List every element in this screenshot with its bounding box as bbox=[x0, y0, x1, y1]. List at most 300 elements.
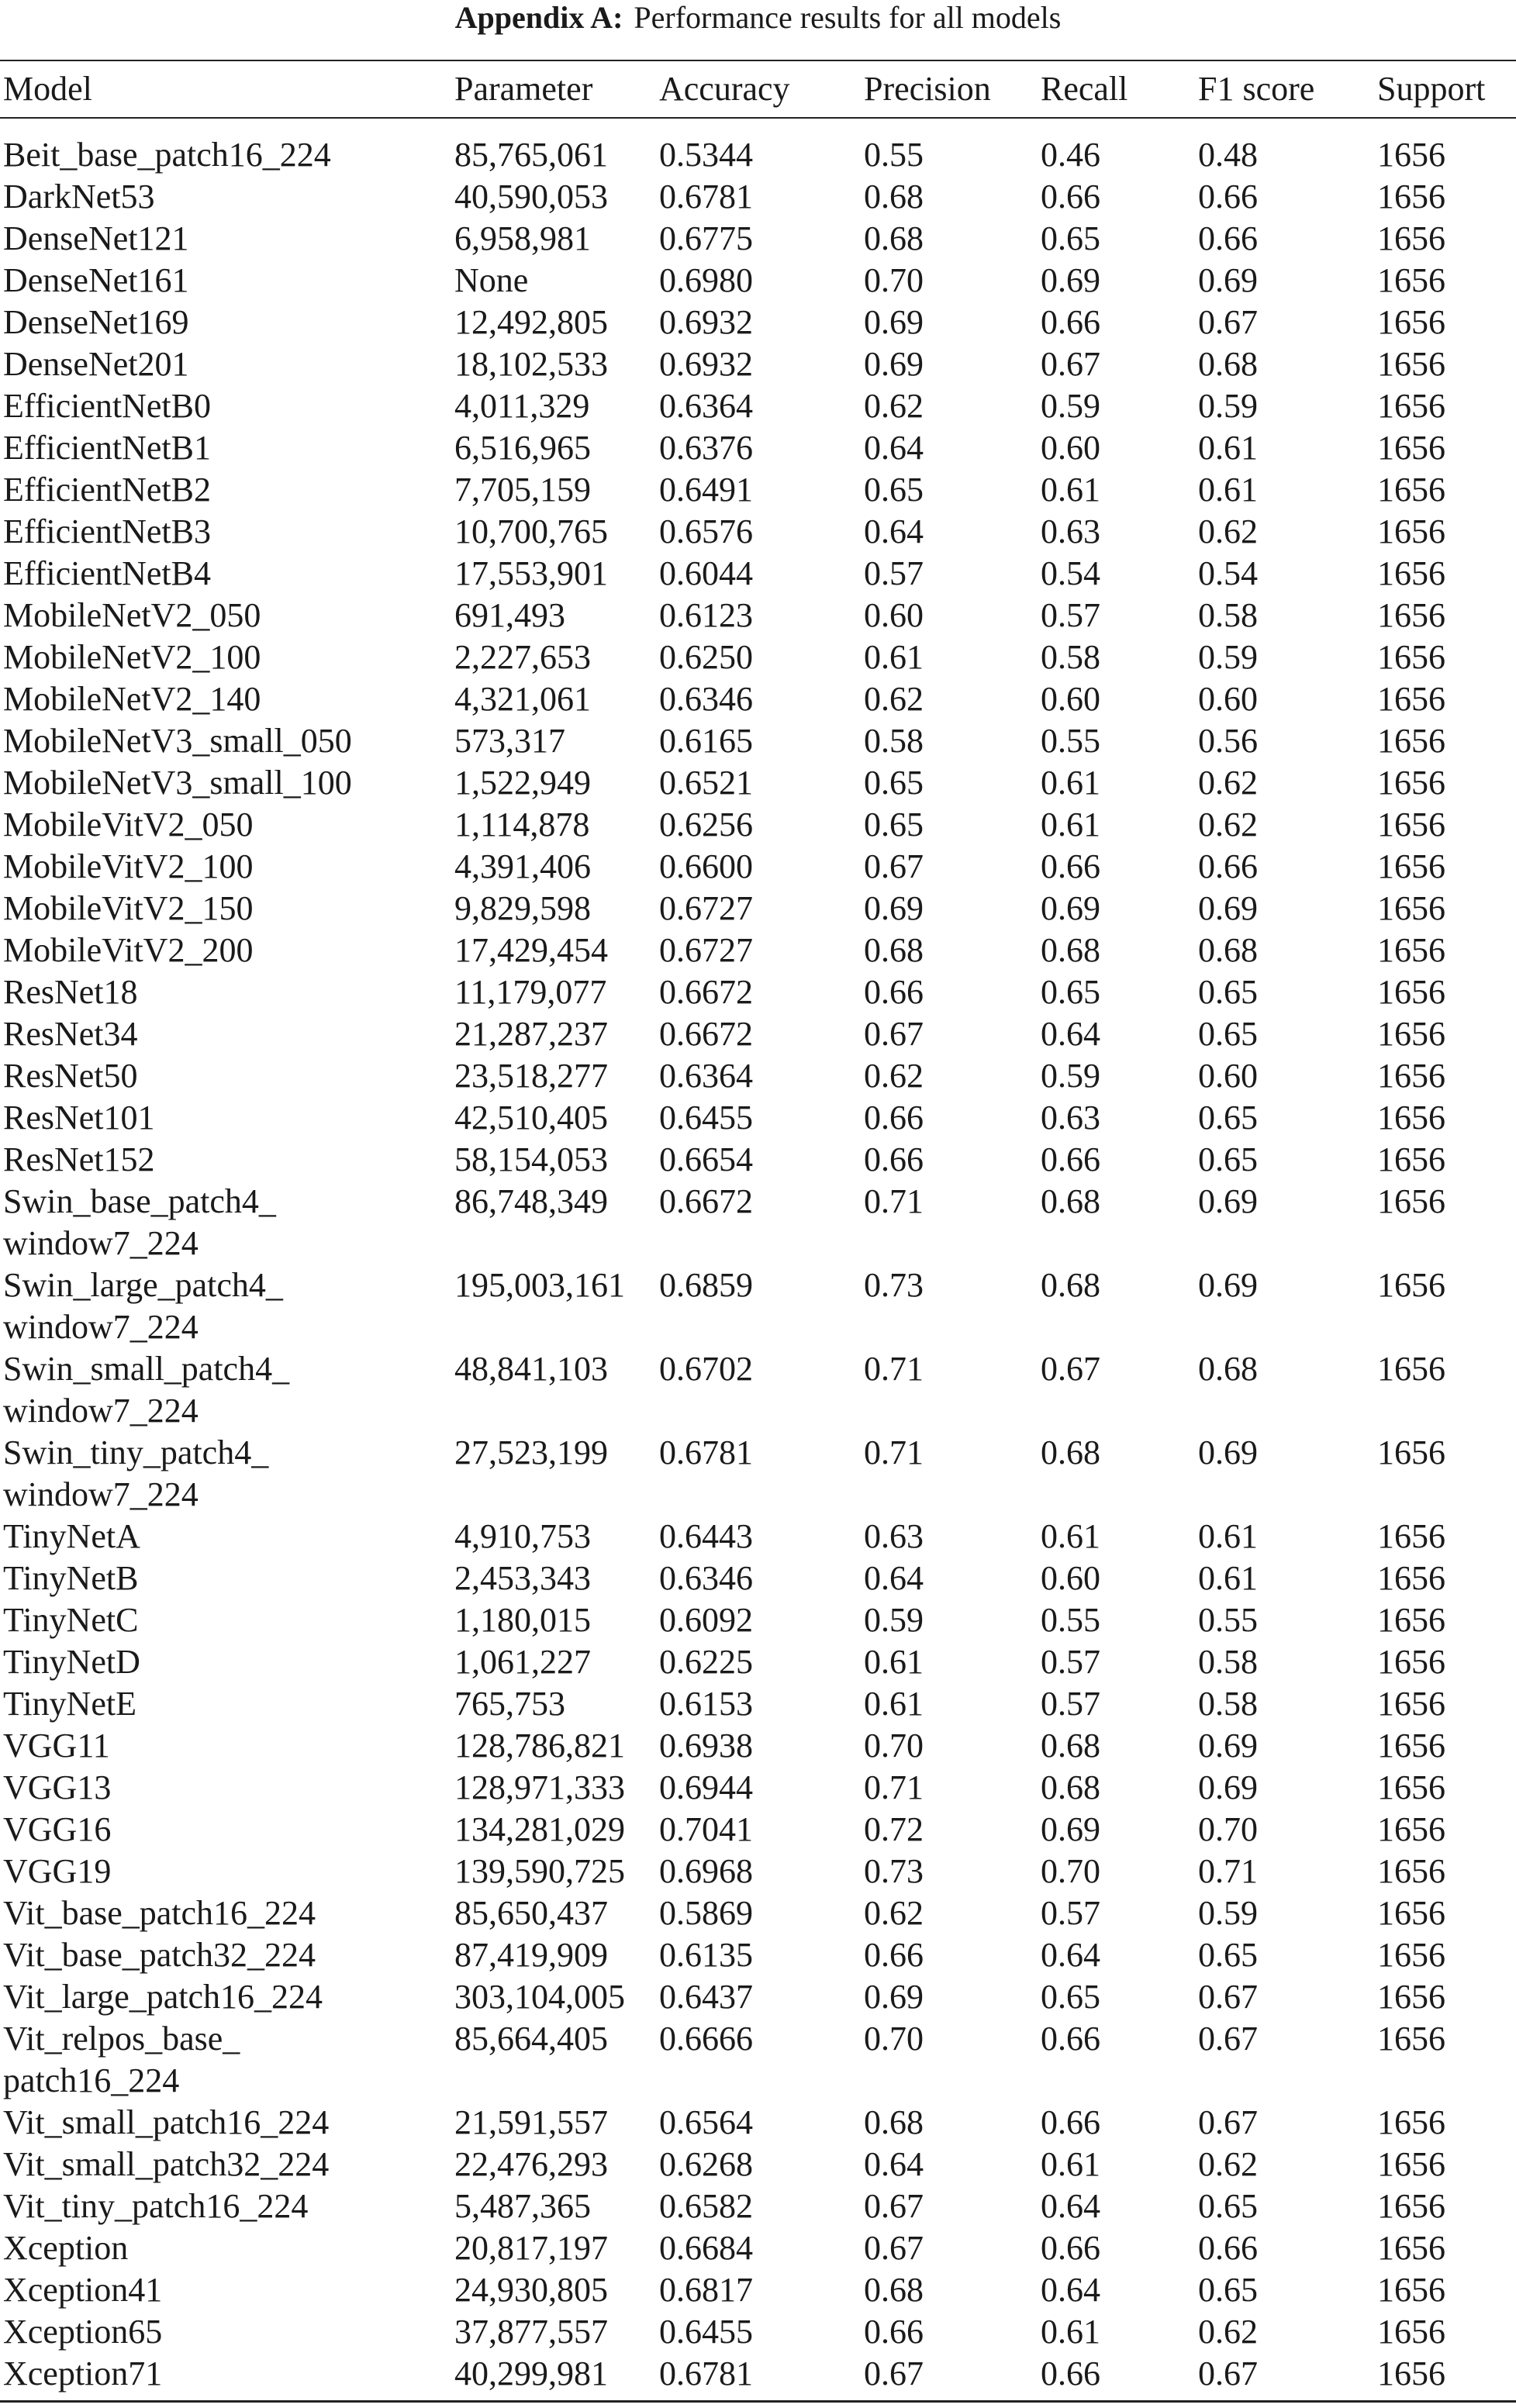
cell-accuracy: 0.6437 bbox=[659, 1978, 753, 2016]
cell-support: 1656 bbox=[1377, 1182, 1445, 1220]
cell-f1-score: 0.69 bbox=[1198, 1266, 1258, 1304]
cell-model: Swin_base_patch4_ window7_224 bbox=[3, 1182, 276, 1262]
cell-parameter: 4,011,329 bbox=[454, 387, 590, 425]
cell-model: ResNet152 bbox=[3, 1140, 155, 1178]
cell-parameter: 2,227,653 bbox=[454, 638, 591, 676]
cell-recall: 0.70 bbox=[1041, 1852, 1100, 1890]
cell-precision: 0.69 bbox=[864, 303, 924, 341]
cell-accuracy: 0.6859 bbox=[659, 1266, 753, 1304]
table-row bbox=[0, 804, 1516, 846]
cell-parameter: 40,299,981 bbox=[454, 2355, 608, 2392]
cell-parameter: 2,453,343 bbox=[454, 1559, 591, 1597]
cell-model: DenseNet161 bbox=[3, 261, 189, 299]
cell-precision: 0.62 bbox=[864, 1057, 924, 1095]
cell-accuracy: 0.6256 bbox=[659, 806, 753, 843]
cell-parameter: 6,958,981 bbox=[454, 219, 591, 257]
cell-recall: 0.63 bbox=[1041, 512, 1100, 550]
table-row bbox=[0, 1767, 1516, 1809]
caption-label: Appendix A: bbox=[454, 0, 623, 35]
cell-precision: 0.59 bbox=[864, 1601, 924, 1639]
cell-f1-score: 0.67 bbox=[1198, 303, 1258, 341]
cell-support: 1656 bbox=[1377, 2145, 1445, 2183]
cell-support: 1656 bbox=[1377, 1099, 1445, 1137]
cell-precision: 0.68 bbox=[864, 2103, 924, 2141]
cell-f1-score: 0.62 bbox=[1198, 806, 1258, 843]
table-row bbox=[0, 1641, 1516, 1683]
cell-support: 1656 bbox=[1377, 931, 1445, 969]
cell-parameter: 10,700,765 bbox=[454, 512, 608, 550]
cell-model: ResNet34 bbox=[3, 1015, 138, 1053]
table-row bbox=[0, 218, 1516, 260]
cell-model: DenseNet201 bbox=[3, 345, 189, 383]
cell-precision: 0.65 bbox=[864, 764, 924, 802]
cell-f1-score: 0.68 bbox=[1198, 345, 1258, 383]
cell-parameter: 12,492,805 bbox=[454, 303, 608, 341]
table-row bbox=[0, 636, 1516, 678]
table-row bbox=[0, 2185, 1516, 2227]
cell-support: 1656 bbox=[1377, 429, 1445, 467]
cell-precision: 0.67 bbox=[864, 1015, 924, 1053]
cell-model: EfficientNetB1 bbox=[3, 429, 211, 467]
cell-parameter: 23,518,277 bbox=[454, 1057, 608, 1095]
cell-parameter: 5,487,365 bbox=[454, 2187, 591, 2225]
table-row bbox=[0, 260, 1516, 302]
cell-parameter: 195,003,161 bbox=[454, 1266, 625, 1304]
cell-accuracy: 0.6123 bbox=[659, 596, 753, 634]
cell-model: Vit_small_patch32_224 bbox=[3, 2145, 330, 2183]
cell-support: 1656 bbox=[1377, 1266, 1445, 1304]
cell-accuracy: 0.6672 bbox=[659, 973, 753, 1011]
cell-parameter: 4,321,061 bbox=[454, 680, 591, 718]
cell-recall: 0.66 bbox=[1041, 2355, 1100, 2392]
cell-recall: 0.55 bbox=[1041, 722, 1100, 760]
cell-model: ResNet50 bbox=[3, 1057, 138, 1095]
cell-model: DenseNet121 bbox=[3, 219, 189, 257]
cell-recall: 0.66 bbox=[1041, 303, 1100, 341]
cell-precision: 0.66 bbox=[864, 1140, 924, 1178]
cell-accuracy: 0.6153 bbox=[659, 1685, 753, 1723]
cell-f1-score: 0.65 bbox=[1198, 1099, 1258, 1137]
cell-model: VGG11 bbox=[3, 1727, 110, 1765]
cell-precision: 0.62 bbox=[864, 1894, 924, 1932]
cell-model: MobileNetV2_140 bbox=[3, 680, 261, 718]
cell-recall: 0.61 bbox=[1041, 764, 1100, 802]
cell-parameter: 27,523,199 bbox=[454, 1433, 608, 1471]
cell-accuracy: 0.6672 bbox=[659, 1015, 753, 1053]
cell-support: 1656 bbox=[1377, 1015, 1445, 1053]
table-row bbox=[0, 1892, 1516, 1934]
cell-model: EfficientNetB2 bbox=[3, 471, 211, 509]
table-row bbox=[0, 1139, 1516, 1181]
cell-parameter: 303,104,005 bbox=[454, 1978, 625, 2016]
cell-support: 1656 bbox=[1377, 2187, 1445, 2225]
table-row bbox=[0, 176, 1516, 218]
table-row bbox=[0, 2227, 1516, 2269]
cell-support: 1656 bbox=[1377, 2271, 1445, 2309]
cell-f1-score: 0.69 bbox=[1198, 1182, 1258, 1220]
table-row bbox=[0, 134, 1516, 176]
cell-f1-score: 0.70 bbox=[1198, 1810, 1258, 1848]
cell-accuracy: 0.6250 bbox=[659, 638, 753, 676]
cell-model: Xception71 bbox=[3, 2355, 163, 2392]
table-row bbox=[0, 1558, 1516, 1599]
cell-precision: 0.71 bbox=[864, 1768, 924, 1806]
cell-precision: 0.64 bbox=[864, 429, 924, 467]
table-row bbox=[0, 1432, 1516, 1516]
cell-support: 1656 bbox=[1377, 973, 1445, 1011]
cell-model: MobileVitV2_100 bbox=[3, 847, 254, 885]
cell-model: TinyNetD bbox=[3, 1643, 140, 1681]
cell-accuracy: 0.6654 bbox=[659, 1140, 753, 1178]
cell-model: EfficientNetB3 bbox=[3, 512, 211, 550]
cell-support: 1656 bbox=[1377, 638, 1445, 676]
cell-parameter: 128,786,821 bbox=[454, 1727, 625, 1765]
cell-support: 1656 bbox=[1377, 1894, 1445, 1932]
table-row bbox=[0, 846, 1516, 888]
cell-recall: 0.67 bbox=[1041, 1350, 1100, 1388]
cell-support: 1656 bbox=[1377, 219, 1445, 257]
cell-recall: 0.61 bbox=[1041, 2145, 1100, 2183]
cell-f1-score: 0.65 bbox=[1198, 973, 1258, 1011]
cell-precision: 0.73 bbox=[864, 1852, 924, 1890]
cell-parameter: 21,591,557 bbox=[454, 2103, 608, 2141]
cell-recall: 0.63 bbox=[1041, 1099, 1100, 1137]
cell-recall: 0.68 bbox=[1041, 1768, 1100, 1806]
cell-recall: 0.64 bbox=[1041, 1936, 1100, 1974]
cell-f1-score: 0.69 bbox=[1198, 1433, 1258, 1471]
cell-parameter: 58,154,053 bbox=[454, 1140, 608, 1178]
cell-support: 1656 bbox=[1377, 512, 1445, 550]
cell-parameter: 4,910,753 bbox=[454, 1517, 591, 1555]
cell-parameter: 86,748,349 bbox=[454, 1182, 608, 1220]
cell-parameter: 85,664,405 bbox=[454, 2020, 608, 2058]
cell-accuracy: 0.6092 bbox=[659, 1601, 753, 1639]
cell-recall: 0.57 bbox=[1041, 1894, 1100, 1932]
cell-model: TinyNetB bbox=[3, 1559, 139, 1597]
cell-recall: 0.61 bbox=[1041, 806, 1100, 843]
cell-recall: 0.60 bbox=[1041, 1559, 1100, 1597]
cell-support: 1656 bbox=[1377, 1978, 1445, 2016]
table-row bbox=[0, 1599, 1516, 1641]
cell-f1-score: 0.59 bbox=[1198, 387, 1258, 425]
cell-f1-score: 0.61 bbox=[1198, 429, 1258, 467]
cell-model: Vit_base_patch32_224 bbox=[3, 1936, 316, 1974]
cell-support: 1656 bbox=[1377, 2313, 1445, 2351]
table-row bbox=[0, 595, 1516, 636]
table-row bbox=[0, 1055, 1516, 1097]
cell-precision: 0.68 bbox=[864, 931, 924, 969]
cell-accuracy: 0.6576 bbox=[659, 512, 753, 550]
cell-support: 1656 bbox=[1377, 1643, 1445, 1681]
cell-support: 1656 bbox=[1377, 722, 1445, 760]
cell-recall: 0.61 bbox=[1041, 1517, 1100, 1555]
cell-model: VGG16 bbox=[3, 1810, 112, 1848]
cell-accuracy: 0.6781 bbox=[659, 178, 753, 216]
table-row bbox=[0, 1516, 1516, 1558]
cell-support: 1656 bbox=[1377, 345, 1445, 383]
cell-accuracy: 0.6225 bbox=[659, 1643, 753, 1681]
table-header bbox=[0, 61, 1516, 117]
cell-f1-score: 0.48 bbox=[1198, 136, 1258, 174]
cell-accuracy: 0.6376 bbox=[659, 429, 753, 467]
cell-model: MobileVitV2_200 bbox=[3, 931, 254, 969]
cell-f1-score: 0.69 bbox=[1198, 889, 1258, 927]
cell-accuracy: 0.6564 bbox=[659, 2103, 753, 2141]
cell-model: TinyNetE bbox=[3, 1685, 136, 1723]
cell-f1-score: 0.67 bbox=[1198, 1978, 1258, 2016]
cell-model: MobileNetV3_small_050 bbox=[3, 722, 352, 760]
cell-f1-score: 0.66 bbox=[1198, 847, 1258, 885]
cell-recall: 0.65 bbox=[1041, 1978, 1100, 2016]
header-model: Model bbox=[3, 70, 92, 108]
cell-recall: 0.65 bbox=[1041, 219, 1100, 257]
cell-accuracy: 0.6727 bbox=[659, 931, 753, 969]
cell-support: 1656 bbox=[1377, 1559, 1445, 1597]
cell-model: Beit_base_patch16_224 bbox=[3, 136, 331, 174]
cell-parameter: 24,930,805 bbox=[454, 2271, 608, 2309]
table-row bbox=[0, 1976, 1516, 2018]
cell-accuracy: 0.6968 bbox=[659, 1852, 753, 1890]
cell-precision: 0.61 bbox=[864, 1643, 924, 1681]
cell-parameter: 134,281,029 bbox=[454, 1810, 625, 1848]
cell-f1-score: 0.61 bbox=[1198, 1559, 1258, 1597]
cell-recall: 0.55 bbox=[1041, 1601, 1100, 1639]
cell-f1-score: 0.69 bbox=[1198, 261, 1258, 299]
cell-support: 1656 bbox=[1377, 1140, 1445, 1178]
cell-support: 1656 bbox=[1377, 2103, 1445, 2141]
caption-title: Performance results for all models bbox=[634, 0, 1062, 35]
cell-precision: 0.69 bbox=[864, 345, 924, 383]
cell-model: VGG13 bbox=[3, 1768, 112, 1806]
cell-recall: 0.60 bbox=[1041, 429, 1100, 467]
cell-model: MobileNetV3_small_100 bbox=[3, 764, 352, 802]
cell-precision: 0.57 bbox=[864, 554, 924, 592]
cell-model: MobileVitV2_150 bbox=[3, 889, 254, 927]
cell-accuracy: 0.6944 bbox=[659, 1768, 753, 1806]
cell-precision: 0.60 bbox=[864, 596, 924, 634]
cell-recall: 0.57 bbox=[1041, 1685, 1100, 1723]
cell-precision: 0.68 bbox=[864, 219, 924, 257]
cell-precision: 0.55 bbox=[864, 136, 924, 174]
cell-f1-score: 0.66 bbox=[1198, 178, 1258, 216]
table-body bbox=[0, 134, 1516, 2395]
cell-f1-score: 0.60 bbox=[1198, 1057, 1258, 1095]
cell-f1-score: 0.60 bbox=[1198, 680, 1258, 718]
cell-recall: 0.65 bbox=[1041, 973, 1100, 1011]
table-row bbox=[0, 1181, 1516, 1264]
cell-accuracy: 0.7041 bbox=[659, 1810, 753, 1848]
table-row bbox=[0, 888, 1516, 930]
cell-accuracy: 0.6781 bbox=[659, 2355, 753, 2392]
table-row bbox=[0, 1683, 1516, 1725]
cell-f1-score: 0.62 bbox=[1198, 2313, 1258, 2351]
cell-accuracy: 0.6781 bbox=[659, 1433, 753, 1471]
cell-precision: 0.70 bbox=[864, 2020, 924, 2058]
cell-parameter: 20,817,197 bbox=[454, 2229, 608, 2267]
cell-support: 1656 bbox=[1377, 303, 1445, 341]
cell-model: MobileVitV2_050 bbox=[3, 806, 254, 843]
table-row bbox=[0, 2353, 1516, 2395]
cell-recall: 0.59 bbox=[1041, 1057, 1100, 1095]
cell-parameter: 1,180,015 bbox=[454, 1601, 591, 1639]
cell-accuracy: 0.6980 bbox=[659, 261, 753, 299]
cell-support: 1656 bbox=[1377, 1936, 1445, 1974]
cell-parameter: 17,429,454 bbox=[454, 931, 608, 969]
cell-support: 1656 bbox=[1377, 596, 1445, 634]
cell-f1-score: 0.62 bbox=[1198, 512, 1258, 550]
cell-precision: 0.72 bbox=[864, 1810, 924, 1848]
cell-model: MobileNetV2_100 bbox=[3, 638, 261, 676]
cell-accuracy: 0.6346 bbox=[659, 1559, 753, 1597]
cell-f1-score: 0.58 bbox=[1198, 1643, 1258, 1681]
cell-precision: 0.65 bbox=[864, 471, 924, 509]
cell-accuracy: 0.6684 bbox=[659, 2229, 753, 2267]
cell-f1-score: 0.56 bbox=[1198, 722, 1258, 760]
cell-model: Vit_large_patch16_224 bbox=[3, 1978, 323, 2016]
cell-parameter: 87,419,909 bbox=[454, 1936, 608, 1974]
cell-precision: 0.68 bbox=[864, 2271, 924, 2309]
table-row bbox=[0, 2269, 1516, 2311]
table-row bbox=[0, 2102, 1516, 2144]
cell-recall: 0.60 bbox=[1041, 680, 1100, 718]
cell-recall: 0.68 bbox=[1041, 1182, 1100, 1220]
cell-model: Vit_base_patch16_224 bbox=[3, 1894, 316, 1932]
cell-precision: 0.67 bbox=[864, 2355, 924, 2392]
cell-accuracy: 0.6672 bbox=[659, 1182, 753, 1220]
cell-support: 1656 bbox=[1377, 1768, 1445, 1806]
cell-parameter: 21,287,237 bbox=[454, 1015, 608, 1053]
cell-accuracy: 0.6727 bbox=[659, 889, 753, 927]
cell-f1-score: 0.65 bbox=[1198, 2271, 1258, 2309]
table-row bbox=[0, 2144, 1516, 2185]
cell-recall: 0.61 bbox=[1041, 471, 1100, 509]
table-row bbox=[0, 1348, 1516, 1432]
cell-accuracy: 0.5869 bbox=[659, 1894, 753, 1932]
cell-accuracy: 0.6364 bbox=[659, 387, 753, 425]
cell-accuracy: 0.6455 bbox=[659, 2313, 753, 2351]
cell-accuracy: 0.6165 bbox=[659, 722, 753, 760]
cell-model: Xception65 bbox=[3, 2313, 163, 2351]
cell-model: Vit_small_patch16_224 bbox=[3, 2103, 330, 2141]
cell-support: 1656 bbox=[1377, 1601, 1445, 1639]
cell-parameter: 42,510,405 bbox=[454, 1099, 608, 1137]
header-rule bbox=[0, 117, 1516, 119]
cell-f1-score: 0.59 bbox=[1198, 638, 1258, 676]
cell-parameter: 765,753 bbox=[454, 1685, 565, 1723]
cell-accuracy: 0.6346 bbox=[659, 680, 753, 718]
cell-parameter: 691,493 bbox=[454, 596, 565, 634]
cell-precision: 0.64 bbox=[864, 2145, 924, 2183]
cell-precision: 0.69 bbox=[864, 1978, 924, 2016]
cell-model: Swin_tiny_patch4_ window7_224 bbox=[3, 1433, 269, 1513]
cell-f1-score: 0.65 bbox=[1198, 1140, 1258, 1178]
cell-support: 1656 bbox=[1377, 261, 1445, 299]
cell-f1-score: 0.66 bbox=[1198, 219, 1258, 257]
header-accuracy: Accuracy bbox=[659, 70, 790, 108]
cell-model: MobileNetV2_050 bbox=[3, 596, 261, 634]
cell-parameter: 17,553,901 bbox=[454, 554, 608, 592]
table-row bbox=[0, 1013, 1516, 1055]
cell-recall: 0.59 bbox=[1041, 387, 1100, 425]
cell-precision: 0.66 bbox=[864, 1936, 924, 1974]
table-row bbox=[0, 678, 1516, 720]
cell-recall: 0.66 bbox=[1041, 2229, 1100, 2267]
cell-support: 1656 bbox=[1377, 1810, 1445, 1848]
table-row bbox=[0, 1809, 1516, 1851]
cell-model: ResNet18 bbox=[3, 973, 138, 1011]
cell-support: 1656 bbox=[1377, 1517, 1445, 1555]
cell-accuracy: 0.6702 bbox=[659, 1350, 753, 1388]
cell-f1-score: 0.69 bbox=[1198, 1768, 1258, 1806]
cell-f1-score: 0.67 bbox=[1198, 2020, 1258, 2058]
cell-support: 1656 bbox=[1377, 2020, 1445, 2058]
table-row bbox=[0, 1264, 1516, 1348]
cell-recall: 0.69 bbox=[1041, 261, 1100, 299]
cell-accuracy: 0.6455 bbox=[659, 1099, 753, 1137]
cell-recall: 0.54 bbox=[1041, 554, 1100, 592]
table-row bbox=[0, 2018, 1516, 2102]
cell-support: 1656 bbox=[1377, 1433, 1445, 1471]
cell-parameter: 1,061,227 bbox=[454, 1643, 591, 1681]
cell-recall: 0.61 bbox=[1041, 2313, 1100, 2351]
cell-precision: 0.58 bbox=[864, 722, 924, 760]
cell-recall: 0.66 bbox=[1041, 2020, 1100, 2058]
cell-parameter: 37,877,557 bbox=[454, 2313, 608, 2351]
cell-recall: 0.69 bbox=[1041, 1810, 1100, 1848]
cell-support: 1656 bbox=[1377, 2229, 1445, 2267]
table-row bbox=[0, 302, 1516, 343]
cell-model: Swin_small_patch4_ window7_224 bbox=[3, 1350, 290, 1430]
table-row bbox=[0, 553, 1516, 595]
cell-model: TinyNetA bbox=[3, 1517, 140, 1555]
table-row bbox=[0, 469, 1516, 511]
cell-precision: 0.66 bbox=[864, 1099, 924, 1137]
cell-precision: 0.65 bbox=[864, 806, 924, 843]
cell-model: Swin_large_patch4_ window7_224 bbox=[3, 1266, 283, 1346]
cell-precision: 0.64 bbox=[864, 512, 924, 550]
cell-recall: 0.46 bbox=[1041, 136, 1100, 174]
cell-model: Vit_tiny_patch16_224 bbox=[3, 2187, 309, 2225]
cell-parameter: 85,650,437 bbox=[454, 1894, 608, 1932]
cell-f1-score: 0.62 bbox=[1198, 764, 1258, 802]
cell-recall: 0.66 bbox=[1041, 847, 1100, 885]
cell-recall: 0.64 bbox=[1041, 1015, 1100, 1053]
cell-support: 1656 bbox=[1377, 1685, 1445, 1723]
cell-f1-score: 0.69 bbox=[1198, 1727, 1258, 1765]
cell-support: 1656 bbox=[1377, 847, 1445, 885]
cell-precision: 0.64 bbox=[864, 1559, 924, 1597]
cell-recall: 0.66 bbox=[1041, 1140, 1100, 1178]
cell-recall: 0.57 bbox=[1041, 596, 1100, 634]
cell-f1-score: 0.65 bbox=[1198, 1936, 1258, 1974]
cell-f1-score: 0.66 bbox=[1198, 2229, 1258, 2267]
cell-precision: 0.71 bbox=[864, 1182, 924, 1220]
cell-parameter: 18,102,533 bbox=[454, 345, 608, 383]
cell-parameter: 128,971,333 bbox=[454, 1768, 625, 1806]
cell-f1-score: 0.54 bbox=[1198, 554, 1258, 592]
cell-model: Vit_relpos_base_ patch16_224 bbox=[3, 2020, 240, 2099]
header-precision: Precision bbox=[864, 70, 991, 108]
table-row bbox=[0, 762, 1516, 804]
cell-parameter: 1,522,949 bbox=[454, 764, 591, 802]
table-row bbox=[0, 511, 1516, 553]
table-caption bbox=[0, 0, 1516, 36]
cell-precision: 0.66 bbox=[864, 2313, 924, 2351]
cell-recall: 0.68 bbox=[1041, 1266, 1100, 1304]
cell-model: EfficientNetB0 bbox=[3, 387, 211, 425]
cell-f1-score: 0.68 bbox=[1198, 1350, 1258, 1388]
table-row bbox=[0, 1725, 1516, 1767]
